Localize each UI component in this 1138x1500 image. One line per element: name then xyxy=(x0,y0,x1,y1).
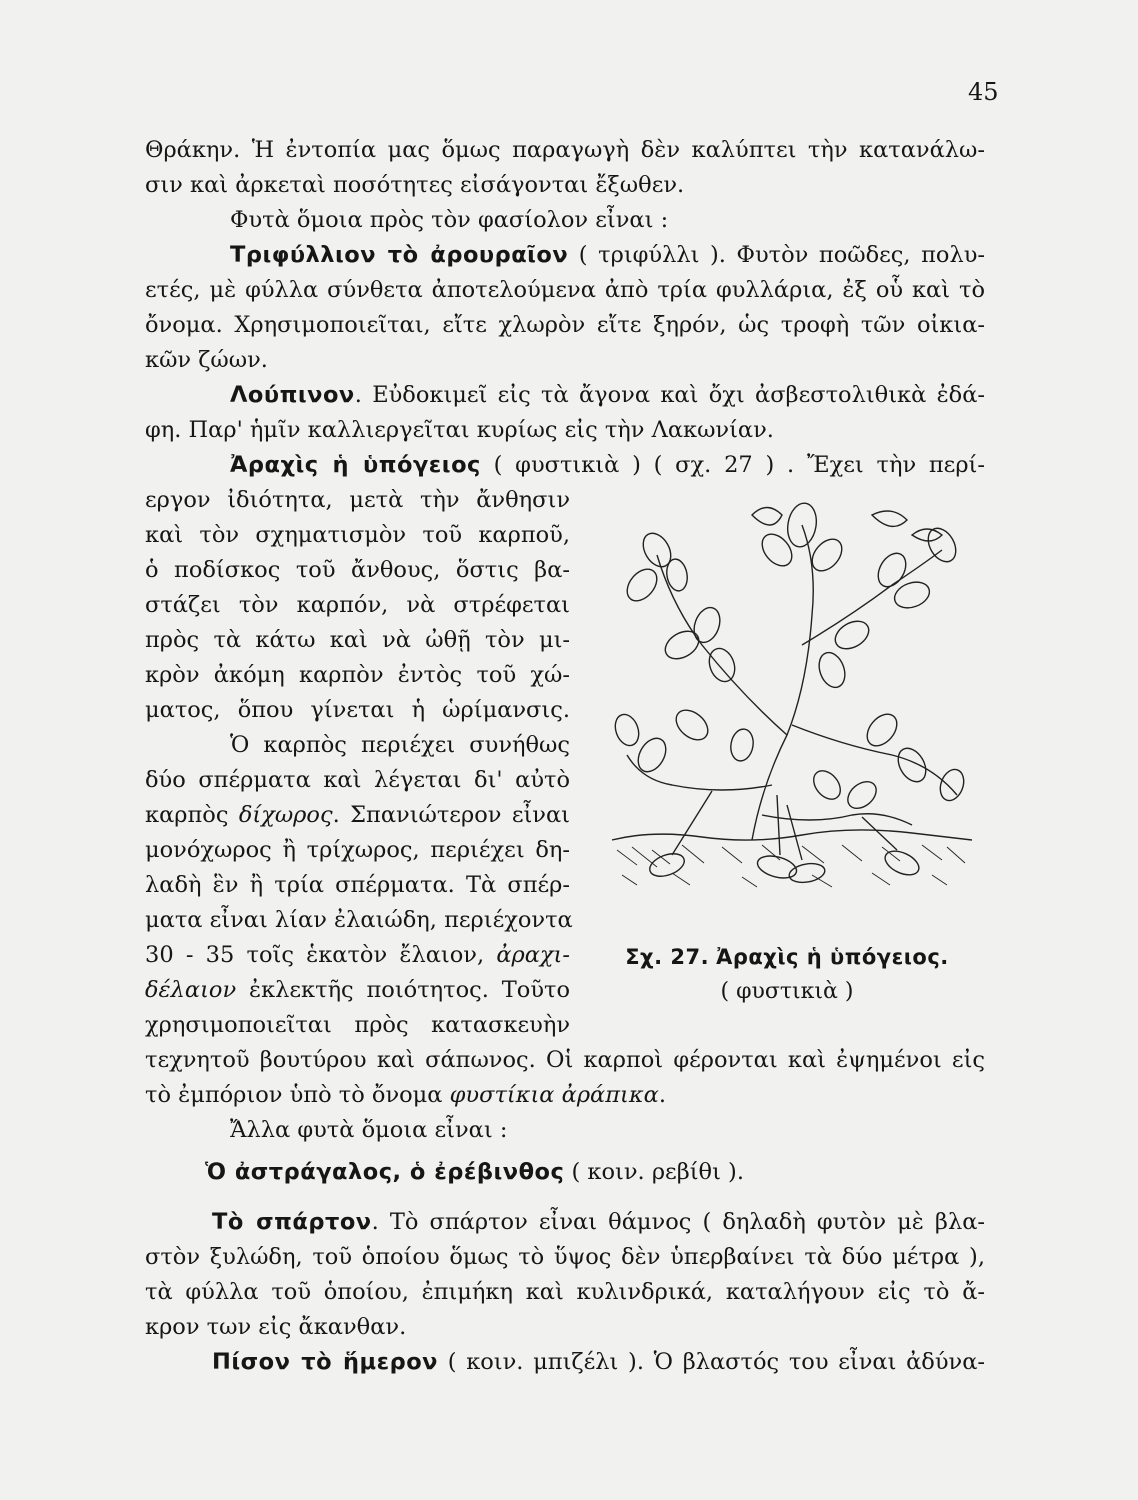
term-arachis: Ἀραχὶς ἡ ὑπόγειος xyxy=(230,452,481,478)
text-line: σιν καὶ ἀρκεταὶ ποσότητες εἰσάγονται ἔξωθεν. xyxy=(145,172,685,198)
term-dichoros: δίχωρος xyxy=(238,802,333,828)
term-pison: Πίσον τὸ ἥμερον xyxy=(212,1349,438,1375)
caption-line xyxy=(602,940,972,975)
figure-caption xyxy=(602,940,972,1009)
arachis-heading-line xyxy=(145,448,985,483)
text-span: ( τριφύλλι ). Φυτὸν ποῶδες, πολυ- xyxy=(568,242,985,268)
term-spartos: Τὸ σπάρτον xyxy=(212,1209,372,1235)
page-number: 45 xyxy=(968,78,999,106)
text-line: φη. Παρ' ἡμῖν καλλιεργεῖται κυρίως εἰς τὴν Λακωνίαν. xyxy=(145,417,774,443)
stem-branch xyxy=(657,555,787,735)
pod-icon xyxy=(647,849,688,880)
text-line: Θράκην. Ἡ ἐντοπία μας ὅμως παραγωγὴ δὲν καλύπτει τὴν κατανάλω- xyxy=(145,137,985,163)
text-span: . Εὐδοκιμεῖ εἰς τὰ ἄγονα καὶ ὄχι ἀσβεστολιθικὰ ἐδά- xyxy=(354,382,985,408)
leaflets xyxy=(612,501,968,814)
text-span: . Σπανιώτερον εἶναι xyxy=(332,802,570,828)
text-span: ( φυστικιὰ ) ( σχ. 27 ) . Ἔχει τὴν περί- xyxy=(480,452,985,478)
soil-hatching xyxy=(617,845,965,887)
text-line xyxy=(145,973,570,1008)
text-span: . xyxy=(658,1082,666,1108)
text-line: μονόχωρος ἢ τρίχωρος, περιέχει δη- xyxy=(145,837,570,863)
text-line: Φυτὰ ὅμοια πρὸς τὸν φασίολον εἶναι : xyxy=(230,207,669,233)
soil-line xyxy=(612,830,972,840)
caption-label: Σχ. 27. xyxy=(625,945,710,969)
text-span: τὸ ἐμπόριον ὑπὸ τὸ ὄνομα xyxy=(145,1082,450,1108)
text-line: πρὸς τὰ κάτω καὶ νὰ ὠθῇ τὸν μι- xyxy=(145,627,570,653)
text-span: ( κοιν. ρεβίθι ). xyxy=(564,1159,744,1185)
body-text-bottom xyxy=(145,1155,985,1380)
loupinon-heading-line xyxy=(145,378,985,413)
text-line: κῶν ζώων. xyxy=(145,347,268,373)
pison-heading-line xyxy=(145,1345,985,1380)
text-line: κρον των εἰς ἄκανθαν. xyxy=(145,1314,407,1340)
trifyllion-heading-line xyxy=(145,238,985,273)
text-line: τεχνητοῦ βουτύρου καὶ σάπωνος. Οἱ καρποὶ φέρονται καὶ ἐψημένοι εἰς xyxy=(145,1047,985,1073)
peanut-plant-illustration xyxy=(612,495,972,905)
term-arachidelaion-1: ἀραχι- xyxy=(496,942,570,968)
text-span: ἐκλεκτῆς ποιότητος. Τοῦτο xyxy=(236,977,570,1003)
term-arachidelaion-2: δέλαιον xyxy=(145,977,237,1003)
term-astragalos: Ὁ ἀστράγαλος, ὁ ἐρέβινθος xyxy=(205,1159,565,1185)
caption-sub: ( φυστικιὰ ) xyxy=(720,979,854,1004)
text-line: ματα εἶναι λίαν ἐλαιώδη, περιέχοντα xyxy=(145,907,573,933)
text-line: λαδὴ ἓν ἢ τρία σπέρματα. Τὰ σπέρ- xyxy=(145,872,570,898)
text-line: ματος, ὅπου γίνεται ἡ ὡρίμανσις. xyxy=(145,697,570,723)
text-line: ὄνομα. Χρησιμοποιεῖται, εἴτε χλωρὸν εἴτε ξηρόν, ὡς τροφὴ τῶν οἰκια- xyxy=(145,312,985,338)
stem-branch xyxy=(627,755,772,790)
text-line: εργον ἰδιότητα, μετὰ τὴν ἄνθησιν xyxy=(145,487,570,513)
text-line xyxy=(145,798,570,833)
main-stem xyxy=(752,525,813,840)
text-span: ( κοιν. μπιζέλι ). Ὁ βλαστός του εἶναι ἀδύνα- xyxy=(438,1349,985,1375)
stem-branch xyxy=(802,550,942,645)
text-span: . Τὸ σπάρτον εἶναι θάμνος ( δηλαδὴ φυτὸν μὲ βλα- xyxy=(371,1209,986,1235)
text-line: ὁ ποδίσκος τοῦ ἄνθους, ὅστις βα- xyxy=(145,557,570,583)
text-line: Ἄλλα φυτὰ ὅμοια εἶναι : xyxy=(230,1117,508,1143)
term-fystikia-arapika: φυστίκια ἀράπικα xyxy=(449,1082,659,1108)
text-line: καὶ τὸν σχηματισμὸν τοῦ καρποῦ, xyxy=(145,522,570,548)
text-span: καρπὸς xyxy=(145,802,239,828)
peg-lines xyxy=(672,791,897,860)
text-line: χρησιμοποιεῖται πρὸς κατασκευὴν xyxy=(145,1012,570,1038)
text-span: 30 - 35 τοῖς ἑκατὸν ἔλαιον, xyxy=(145,942,497,968)
astragalos-line xyxy=(145,1155,985,1190)
term-trifyllion: Τριφύλλιον τὸ ἀρουραῖον xyxy=(230,242,569,268)
text-line: κρὸν ἀκόμη καρπὸν ἐντὸς τοῦ χώ- xyxy=(145,662,570,688)
text-line: ετές, μὲ φύλλα σύνθετα ἀποτελούμενα ἀπὸ τρία φυλλάρια, ἐξ οὗ καὶ τὸ xyxy=(145,277,985,303)
text-line: στάζει τὸν καρπόν, νὰ στρέφεται xyxy=(145,592,570,618)
spartos-heading-line xyxy=(145,1205,985,1240)
stem-branch xyxy=(762,814,912,825)
term-loupinon: Λούπινον xyxy=(230,382,355,408)
caption-title: Ἀραχὶς ἡ ὑπόγειος. xyxy=(716,945,949,969)
text-line xyxy=(145,1078,985,1113)
text-line: Ὁ καρπὸς περιέχει συνήθως xyxy=(230,732,570,758)
text-line xyxy=(145,938,570,973)
text-line: στὸν ξυλώδη, τοῦ ὁποίου ὅμως τὸ ὕψος δὲν ὑπερβαίνει τὰ δύο μέτρα ), xyxy=(145,1244,985,1270)
text-line: δύο σπέρματα καὶ λέγεται δι' αὐτὸ xyxy=(145,767,570,793)
text-line: τὰ φύλλα τοῦ ὁποίου, ἐπιμήκη καὶ κυλινδρικά, καταλήγουν εἰς τὸ ἄ- xyxy=(145,1279,985,1305)
pod-icon xyxy=(755,852,799,882)
flower-icon xyxy=(752,508,942,542)
